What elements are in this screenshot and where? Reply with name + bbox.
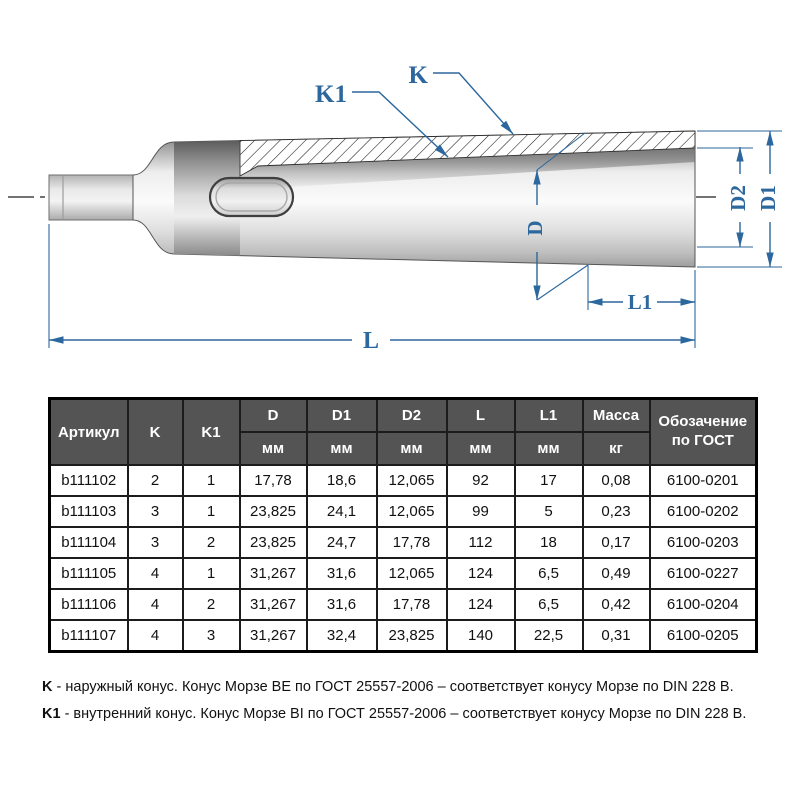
table-cell: 1 [183,465,240,496]
table-cell: 6100-0227 [650,558,757,589]
table-cell: 17,78 [377,589,447,620]
gost-header-line2: по ГОСТ [671,432,734,449]
table-cell: 2 [183,527,240,558]
table-cell: 1 [183,558,240,589]
col-header-d1: D1 [307,399,377,433]
note-k1-text: - внутренний конус. Конус Морзе BI по ГОСТ 25557-2006 – соответствует конусу Морзе по DIN 228 B. [64,706,747,722]
unit-header-d2: мм [377,432,447,465]
dim-l1 [588,265,695,314]
table-cell: 0,42 [583,589,650,620]
gost-header-line1: Обозачение [658,413,748,431]
table-cell: 17,78 [240,465,307,496]
table-cell: 18,6 [307,465,377,496]
table-cell: b111102 [50,465,128,496]
technical-drawing [0,0,800,385]
table-cell: 6100-0204 [650,589,757,620]
unit-header-d: мм [240,432,307,465]
unit-header-l: мм [447,432,515,465]
table-cell: 18 [515,527,583,558]
table-cell: 17,78 [377,527,447,558]
note-k [42,679,800,695]
table-cell: 92 [447,465,515,496]
table-cell: b111105 [50,558,128,589]
table-cell: 24,7 [307,527,377,558]
table-row [50,620,757,652]
table-row [50,465,757,496]
table-cell: 0,17 [583,527,650,558]
table-cell: 0,08 [583,465,650,496]
table-cell: 23,825 [240,527,307,558]
table-cell: 4 [128,558,183,589]
col-header-k: K [128,399,183,466]
table-cell: 6100-0205 [650,620,757,652]
table-cell: 3 [128,496,183,527]
leader-k [409,62,513,134]
table-cell: 2 [128,465,183,496]
label-d: D [522,220,547,236]
spec-table-body [50,465,757,652]
table-cell: 12,065 [377,496,447,527]
note-k1 [42,706,800,722]
table-cell: 31,267 [240,589,307,620]
tang [49,175,133,220]
table-cell: 6,5 [515,558,583,589]
table-cell: 12,065 [377,465,447,496]
table-row [50,589,757,620]
col-header-k1: K1 [183,399,240,466]
table-cell: 31,6 [307,558,377,589]
table-cell: 5 [515,496,583,527]
col-header-gost [650,399,757,466]
table-cell: 0,31 [583,620,650,652]
table-cell: 12,065 [377,558,447,589]
col-header-l1: L1 [515,399,583,433]
table-cell: 2 [183,589,240,620]
table-cell: 24,1 [307,496,377,527]
table-cell: 23,825 [377,620,447,652]
unit-header-l1: мм [515,432,583,465]
spec-table-wrap [48,397,800,653]
col-header-d: D [240,399,307,433]
table-cell: 32,4 [307,620,377,652]
table-row [50,527,757,558]
table-cell: 6100-0202 [650,496,757,527]
table-cell: 31,267 [240,558,307,589]
table-cell: b111103 [50,496,128,527]
table-cell: b111104 [50,527,128,558]
table-cell: 22,5 [515,620,583,652]
table-cell: 31,267 [240,620,307,652]
spec-table [48,397,758,653]
unit-header-d1: мм [307,432,377,465]
table-cell: 140 [447,620,515,652]
table-cell: b111106 [50,589,128,620]
table-header-row-1 [50,399,757,433]
label-d1: D1 [755,185,780,211]
table-cell: 6100-0203 [650,527,757,558]
table-cell: 112 [447,527,515,558]
table-cell: b111107 [50,620,128,652]
table-cell: 124 [447,589,515,620]
note-k-text: - наружный конус. Конус Морзе BE по ГОСТ 25557-2006 – соответствует конусу Морзе по DIN 228 B. [56,679,734,695]
col-header-article: Артикул [50,399,128,466]
note-k-term: K [42,679,53,695]
table-row [50,496,757,527]
table-cell: 6100-0201 [650,465,757,496]
table-cell: 0,49 [583,558,650,589]
table-row [50,558,757,589]
unit-header-mass: кг [583,432,650,465]
table-cell: 124 [447,558,515,589]
table-cell: 23,825 [240,496,307,527]
table-cell: 4 [128,589,183,620]
col-header-mass: Масса [583,399,650,433]
table-cell: 31,6 [307,589,377,620]
table-cell: 99 [447,496,515,527]
col-header-l: L [447,399,515,433]
table-cell: 17 [515,465,583,496]
footnotes [42,679,800,722]
table-cell: 4 [128,620,183,652]
col-header-d2: D2 [377,399,447,433]
table-cell: 3 [183,620,240,652]
drift-slot [210,178,293,216]
table-cell: 1 [183,496,240,527]
note-k1-term: K1 [42,706,61,722]
label-k: K [408,62,428,89]
table-cell: 0,23 [583,496,650,527]
table-cell: 3 [128,527,183,558]
label-k1: K1 [315,81,347,108]
label-d2: D2 [725,185,750,211]
label-l: L [362,328,380,354]
label-l1: L1 [627,290,653,314]
table-cell: 6,5 [515,589,583,620]
